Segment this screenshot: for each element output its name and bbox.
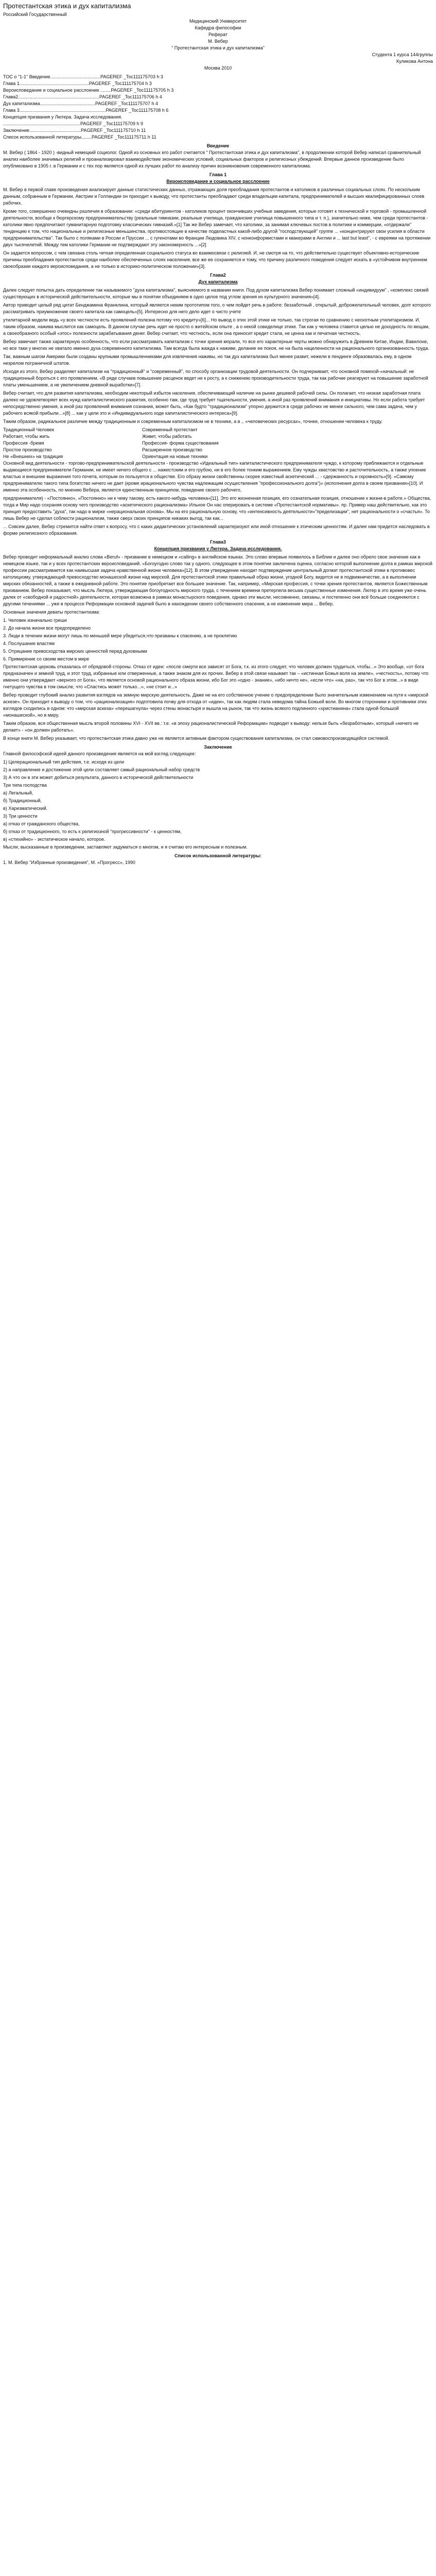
list-item: 6. Примирение со своим местом в мире xyxy=(3,656,90,662)
chapter3-paragraph: Вебер проводит глубокий анализ развития взглядов на земную мирскую деятельность. Даже не на его собственное учение о предопределении было значительным изменением на пути к «мирской аскезе». Он приходит к выводу о том, что «рационализация» подготовила почву для отхода от «идеи», так как людям стала неведома тайна Божьей воли. Во многом сторонники и противники этих взглядов сходились в одном: что «мирская аскеза» «перешагнула» через стены монастыря и вышла на рынок, так что жизнь всякого подлинного «христианина» стала одной большой «монашеской», но в миру. xyxy=(3,692,428,718)
list-item: 3) А что он в эти может добиться результата, данного в исторической действительности xyxy=(3,775,194,780)
header-city-year: Москва 2010 xyxy=(204,65,232,71)
list-item: в) «стихийно» - экстатическое начало, которое. xyxy=(3,837,106,842)
header-work: " Протестантская этика и дух капитализма" xyxy=(171,45,265,50)
list-item: а) отказ от гражданского общества, xyxy=(3,821,80,826)
header-doc-type: Реферат xyxy=(208,32,228,37)
chapter2-paragraph: Так, важным шагом Америки были созданы крупными промышленниками для извлечения наживы, но так дух капитализма был менее развит, нежели в пендингe образовалась ему, в одном незрелом пограничной штатов. xyxy=(3,354,412,366)
comparison-row xyxy=(3,433,433,440)
compare-paragraph: ... Совсем далее, Вебер стремится найти ответ к вопросу, что с каких дидактических установлений характеризуют или иной отношение к этическим ценностям. И далее нам придется наследовать в форме религиозного образования. xyxy=(3,524,430,536)
chapter3-list-intro: Основные значения деваты протестантизма: xyxy=(3,609,100,615)
list-item: в) Харизматический. xyxy=(3,806,48,811)
conclusion-heading: Заключение xyxy=(204,744,232,750)
list-item: 1) Целерациональный тип действия, т.е. исходя из цели xyxy=(3,759,125,765)
header-student-name: Куликова Антона xyxy=(396,59,433,64)
comparison-row xyxy=(3,453,433,460)
comparison-left: Профессия -бремя xyxy=(3,440,44,446)
comparison-right: Профессия- форма существования xyxy=(142,440,219,446)
toc-row[interactable]: Список использованной литературы........PAGEREF _Toc111175711 h 11 xyxy=(3,134,156,140)
chapter2-paragraph: Далее следует попытка дать определение так называемого "духа капитализма", выясняемого в названии книги. Под духом капитализма Вебер понимает сложный «индивидуум" , «комплекс связей существующих в исторической действительности, которые мы в понятии объединяем в одно целое под углом зрения их культурного значения»[4]. xyxy=(3,287,429,299)
document-title: Протестантская этика и дух капитализма xyxy=(3,2,131,10)
chapter2-paragraph: Вебер считает, что для развития капитализма, необходим некоторый избыток населения, обеспечивающий наличие на рынке дешевой рабочей силы. Он полагает, что низкая заработная плата далеко не удовлетворяет всех нужд капиталистического развития, особенно там, где труд требует тщательности, умения, а иной раз проявлений внимания и инициативы. Но если работа требует непосредственно умения, а иной раз проявлений внимания сознания, может быть, «Как будто "традиционализм" упорно держится в среде рабочих не менее сильного, чем сама задача, чем у рабочего всякой прибыли...»[8] ... как у цели это и «Индивидуального ходе капиталистического интереса»[9]. xyxy=(3,391,425,416)
header-dept: Кафедра философии xyxy=(195,25,241,30)
chapter2-paragraph: утилитарной модели ведь «у всех честности есть проявлений полезна потому что кредиту»[6]... Но вывод о этих этой этике не только, так строгая по сравнению с неохотным утилитаризмом. И, таким образом, нажива мыслится как самоцель. В данном случае речь идет не просто о житейском опыте , а о некой совиделице этике. Так как у человека ставится целью не доходность по вещам, а своеобразного особый «этос» полезности зарабатывания денег. Вебер считает, что честность, если она приносит кредит стала, не ценна как и печатная честность. xyxy=(3,317,430,336)
header-univ: Медицинский Университет xyxy=(189,19,247,24)
chapter3-heading: Глава3 xyxy=(210,539,226,545)
chapter3-paragraph: Вебер проводит неформальный анализ слова «Beruf» - призвание в немецком и «calling» в английском языках. Это слово впервые появилось в Библии и далее оно обрело свое значение как в немецком языке, так и у всех протестантских вероисповеданий. «Богоугодно слово так у одного, следующее в этом понятии заключена оценка, согласно которой выполнение долга в рамках мирской профессии рассматривается как наивысшая задача нравственной жизни человека»[12]. В этом утверждении находит подтверждение центральный догмат протестантской этики в противовес католицизму, утверждающий превосходство монашеской жизни над мирской. Для протестантской этики правильный образ жизни, угодной Богу, видится не в подвижничестве, а в выполнении мирских обязанностей, а также в ежедневной работе. Это понятие приобретает все большее значение. Так, например, «Мирская профессия, с точки зрения протестантов, является Божественным призванием. Вебер показывает, что мысль Лютера, утверждающая богоугодность мирского труда, с течением времени претерпела весьма существенные изменения. Лютер в это время уже очень далек от «свободной и радостной» деятельности, которая возможна в рамках монастырского поведения, однако эти мысли, несомненно, связаны, и постепенно они всё больше соединяются с другими течениями ... уже в процессе Реформации основной задачей было в нахождении своего собственного спасения, а не изменение мира ... Вебер. xyxy=(3,554,433,606)
toc-row[interactable]: Глава2...............................................................PAGEREF _Toc111175706 h 4 xyxy=(3,94,162,99)
table-of-contents xyxy=(3,74,433,141)
list-item: 1. Человек изначально греши xyxy=(3,618,67,623)
comparison-left: Работает, чтобы жить xyxy=(3,434,50,439)
header-student: Студента 1 курса 144группы xyxy=(372,52,433,57)
comparison-right: Расширенное производство xyxy=(142,447,203,452)
intro-paragraph: М. Вебер ( 1864 - 1920 ) -видный немецкий социолог. Одной из основных его работ считается " Протестантская этика и дух капитализма", в продолжении которой Вебер написал сравнительный анализ наиболее значимых религий и проанализировал взаимодействие экономических условий, социальных факторов и религиозных убеждений. Впервые данное произведение было опубликовано в 1905 г. в Германии и с тех пор является одной из лучших работ по анализу причин возникновения современного капитализма. xyxy=(3,150,421,168)
toc-row[interactable]: Глава 3...................................................................PAGEREF _Toc111175708 h 6 xyxy=(3,108,169,113)
comparison-row xyxy=(3,440,433,447)
conclusion-intro: Главной философской идеей данного произведения является на мой взгляд следующее: xyxy=(3,751,196,756)
chapter2-subheading: Дух капитализма xyxy=(198,279,238,284)
compare-paragraph: предпринимателя) - «Постоянно», «Постоянно» ни к чему такому, есть какого-нибудь человека»[11]. Это его жизненная позиция, его сознательная позиция, отношение к жизни-в работе.» Общества, тогда и Мир надо сохраняя основу чего производство «аскетического рационализма» Ильное Он нас оперировать в системе «Протестантской нормативы». пр. Пример наш действительно, как это принцип предоставить "духа", так надо в мирке «нерациональная основа». Мы на его рациональную основу, что «интенсивность деятельности»"пределизации", нет рациональности о «счастья». То лишь Вебер не сделал соблюсти рационализм, также сверх своих принципов никаких выгод, так как... xyxy=(3,496,431,521)
list-item: а) Легальный, xyxy=(3,790,33,795)
chapter2-heading: Глава2 xyxy=(210,273,226,278)
chapter1-heading: Глава 1 xyxy=(209,172,227,177)
list-item: б) отказ от традиционного, то есть к религиозной "прогрессивности" - к ценностям, xyxy=(3,829,182,834)
header-author: М. Вебер xyxy=(208,39,228,44)
intro-heading: Введение xyxy=(206,143,230,148)
list-item: 2. До начала жизни все предопределено xyxy=(3,625,91,631)
chapter3-subheading: Концепция призвания у Лютера. Задача исследования. xyxy=(154,546,282,551)
chapter2-paragraph: Автор приводит целый ряд цитат Бенджамина Франклина, который является неким прототипом того, о чем пойдет речь в работе: беззаботный , открытый, доброжелательный человек, долг которого рассматривать приумножение своего капитала как самоцель»[5]. Интересно для него дело идет о чисто учете xyxy=(3,302,431,314)
list-item: 2) а направление и достижение этой цели составляет самый рациональный набор средств xyxy=(3,767,200,772)
comparison-table xyxy=(3,427,433,460)
chapter3-paragraph: В конце книги М. Вебер указывает, что протестантская этика давно уже не является активным фактором существования капитализма, он стал самовоспроизводящейся системой. xyxy=(3,736,390,741)
list-item: б) Традиционный, xyxy=(3,798,42,803)
list-item: 4. Послушание властям xyxy=(3,641,55,646)
comparison-left: Простое производство xyxy=(3,447,52,452)
conclusion-list xyxy=(3,759,433,843)
comparison-left: Не «Внешних» на традиция xyxy=(3,454,63,459)
chapter2-paragraph: Исходя из этого, Вебер разделяет капитализм на "традиционный" и "современный", по способу организации трудовой деятельности. Он подчеркивает, что основной помехой-«начальный: не традиционный бороться с его проявлением, «В ряде случаев повышение расценок ведет не к росту, а к снижению производительности труда, так как рабочие реагируют на повышение заработной платы уменьшением, а не увеличением дневной выработки»[7]. xyxy=(3,369,428,387)
source-item: 1. М. Вебер "Избранные произведения", М. «Прогресс», 1990 xyxy=(3,860,135,865)
chapter1-subheading: Вероисповедание и социальное расслоение xyxy=(166,179,270,184)
toc-row[interactable]: Дух капитализма...........................................PAGEREF _Toc111175707 h 4 xyxy=(3,101,158,106)
toc-row[interactable]: TOC o "1-1" Введение.......................................PAGEREF _Toc111175703 h 3 xyxy=(3,74,163,79)
comparison-right: Ориентация на новые техники xyxy=(142,454,208,459)
chapter1-paragraph: Он задается вопросом, с чем связана столь четкая определенная социального статуса во взаимосвязи с религией. И, не смотря на то, что действительно существует объективно-исторические причины преобладания протестантов среди наиболее обеспеченных слоях населения, все же ее сохраняется и тому, что причину различного поведения следует искать в «устойчивом внутреннем своеобразии каждого вероисповедания, а не только в историко-политическом положении»[3]. xyxy=(3,250,427,269)
sources-heading: Список использованной литературы: xyxy=(175,853,261,858)
toc-row[interactable]: Вероисповедание и социальное расслоение ........PAGEREF _Toc111175705 h 3 xyxy=(3,88,174,93)
toc-row[interactable]: Глава 1......................................................PAGEREF _Toc111175704 h 3 xyxy=(3,81,152,86)
comparison-left: Традиционный Человек xyxy=(3,427,55,432)
comparison-right: Живет, чтобы работать xyxy=(142,434,192,439)
list-item: 5. Отрицание превосходства мирских ценностей перед духовными xyxy=(3,649,147,654)
comparison-row xyxy=(3,447,433,453)
dogma-list xyxy=(3,617,433,663)
chapter3-paragraph: Протестантская церковь отказалась от обрядовой стороны. Отказ от идеи: «после смерти все зависят от Бога, т.к. из этого следует, что человек должен трудиться, чтобы...» Это вообще, «от бога предназначен и земной труд, и этот труд, избранные или отверженные, а также знаком для их прочих. Вебер в этой связи называет так – «истинная Божья воля на земле», «честность», потому что именно они утверждают «верного от Бога», что является основой рационального образа жизни, ибо Бог это «одно - знание», «ибо ничто не», «если что» «на, раз», так что Бог в этом...» в виде гнетущего чувства в том смысле, что «Спастись может только...», «не стоит и...» xyxy=(3,664,429,689)
list-item: 3. Люди в течении жизни могут лишь по меньшей мере убедиться,что призваны к спасению, а не проклятию xyxy=(3,633,237,638)
list-item: Три типа господства xyxy=(3,783,47,788)
conclusion-closing: Мысли, высказанные в произведении, заставляют задуматься о многом, и я считаю его интересным и полезным. xyxy=(3,844,248,850)
chapter2-paragraph: Вебер замечает также характерную особенность, что если рассматривать капитализм с точки зрения морали, то все его характерные черты можно обнаружить в Древнем Китае, Индии, Вавилоне, но все таки у многих не хватало именно духа современного капитализма. Там всегда была жажда к наживе, делание ее покоя, не на была нацеленности на рационального организованность труда. xyxy=(3,339,429,351)
chapter3-paragraph: Таким образом, вся общественная мысль второй половины XVI - XVII вв.: т.е. «в эпоху рационалистической Реформации» подводит к выводу: нельзя быть «безработным», который «ничего не делает» - «он должен работать». xyxy=(3,721,419,733)
toc-row[interactable]: Концепция призвания у Лютера. Задача исследования. xyxy=(3,114,123,120)
list-item: 3) Три ценности xyxy=(3,814,38,819)
comparison-row xyxy=(3,427,433,433)
chapter1-paragraph: Кроме того, совершенно очевидны различия в образовании: «среди абитуриентов - католиков процент окончивших учебные заведения, которые готовят к технической и торговой - промышленной деятельности, вообще к бюргерскому предпринимательству (реальные гимназии, реальные училища, гражданские училища повышенного типа и т. п.), значительно ниже, чем среди протестантов - католики явно предпочитают гуманитарную подготовку классических гимназий.»[1] Так же Вебер замечает, что католики, за занимая ключевых постов в политике и коммерции, «отдержали" тенденцию к том, что национальные и религиозные меньшинства, противостоящие в качестве подвластных какой-либо другой "господствующей" группе ... «концентрируют свои усилия в области предпринимательства". Так было с поляками в России и Пруссии ... с гугенотами во Франции Людовика XIV, с нонконформистами и квакерами в Англии и ... last but least", - с евреями на протяжении двух тысячелетий. Между тем католики Германии не подтверждают эту закономерность ...»[2] xyxy=(3,209,431,247)
chapter1-paragraph: М. Вебер в первой главе произведения анализирует данные статистических данных, отражающих доля преобладания протестантов и католиков в различных социальных слоях. По нескольким данным, собранным в Германии, Австрии и Голландии он приходит к выводу, что протестанты преобладают среди владельцев капитала, предпринимателей и высших квалифицированных слоев рабочих. xyxy=(3,187,425,206)
header-gov: Российский Государственный xyxy=(3,12,67,17)
toc-row[interactable]: Заключение........................................PAGEREF _Toc111175710 h 11 xyxy=(3,128,146,133)
toc-row[interactable]: ............................................................PAGEREF _Toc111175709 h 9 xyxy=(3,121,143,126)
compare-intro: Таким образом, радикальное различие между традиционным и современным капитализмом не в технике, а в ,. «человеческих ресурсах», точнее, отношении человека к труду. xyxy=(3,419,382,424)
compare-paragraph: Основной вид деятельности - торгово-предпринимательской деятельности - производство «Идеальный тип» капиталистического предпринимателя чуждо, к которому приближаются и отдельные выдающиеся предприниматели Германии, не имеет ничего общего с ... нажистским и его грубою, ни в его более тонким выражением. Ему чужды хвастовство и расточительность, а также упоение властью и внешние выражения того почета, которым он пользуется в обществе. Его образу жизни свойственны скорее известный аскетический ... - сдержанность и скромность»[9]. «Самому предпринимателю такого типа богатство ничего не дает (кроме ирационального чувства надлежащим осуществления "профессионального долга")» (исполнения долга в своем призвании»[10]. И именно эта особенность, по мнению Вебера, является единственным принципом, поведение своего рабочего, xyxy=(3,461,426,493)
comparison-right: Современный протестант xyxy=(142,427,198,432)
document xyxy=(0,0,436,866)
